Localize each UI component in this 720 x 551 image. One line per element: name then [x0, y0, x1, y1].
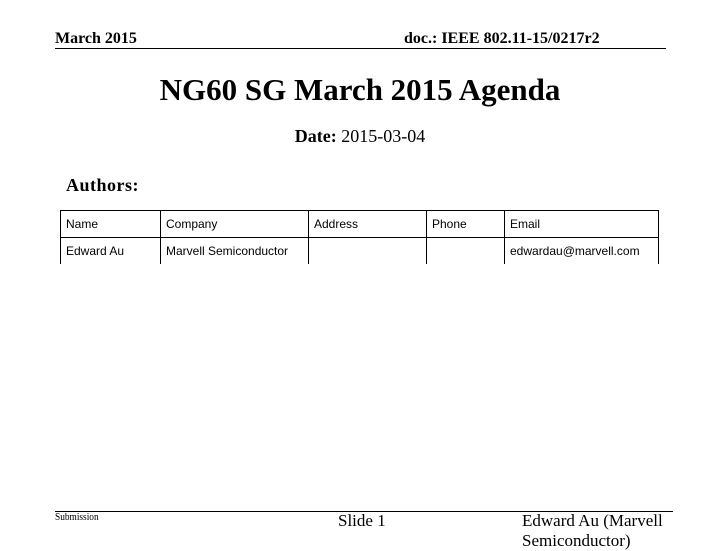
- date-line: [0, 126, 720, 147]
- header-rule: [55, 48, 666, 49]
- column-header-email: Email: [505, 211, 659, 238]
- slide-title: NG60 SG March 2015 Agenda: [159, 72, 561, 107]
- authors-label: Authors:: [66, 175, 140, 195]
- footer-submission: Submission: [55, 511, 99, 523]
- author-company-cell: Marvell Semiconductor: [161, 238, 309, 265]
- column-header-address: Address: [309, 211, 427, 238]
- author-phone-cell: [427, 238, 505, 265]
- table-header-row: [61, 211, 659, 238]
- date-value: 2015-03-04: [341, 126, 426, 146]
- header-doc-id: doc.: IEEE 802.11-15/0217r2: [404, 30, 600, 47]
- footer-slide-number: Slide 1: [338, 511, 386, 530]
- author-name-cell: Edward Au: [61, 238, 161, 265]
- header-date: March 2015: [55, 30, 137, 47]
- column-header-name: Name: [61, 211, 161, 238]
- author-address-cell: [309, 238, 427, 265]
- column-header-phone: Phone: [427, 211, 505, 238]
- author-email-cell: edwardau@marvell.com: [505, 238, 659, 265]
- table-row: [61, 238, 659, 265]
- date-label: Date:: [294, 126, 337, 146]
- footer-author: Edward Au (Marvell Semiconductor): [522, 511, 663, 550]
- authors-table: [60, 210, 659, 264]
- column-header-company: Company: [161, 211, 309, 238]
